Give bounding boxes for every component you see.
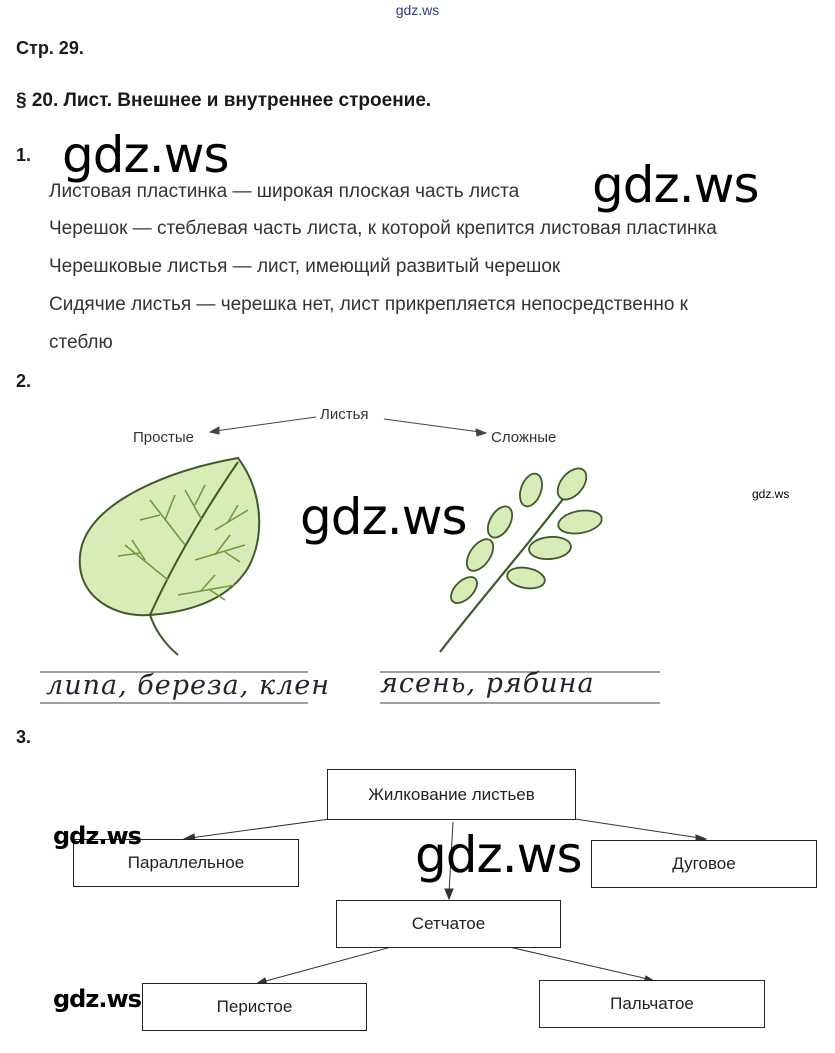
task-number-2: 2. (16, 371, 32, 391)
definition-line: Черешковые листья — лист, имеющий развитый черешок (49, 256, 561, 277)
simple-leaf-illustration (80, 458, 259, 655)
simple-leaves-answer: липа, береза, клен (46, 670, 331, 701)
definition-line: Черешок — стеблевая часть листа, к которой крепится листовая пластинка (49, 218, 717, 239)
compound-leaves-label: Сложные (491, 429, 557, 446)
section-title: § 20. Лист. Внешнее и внутреннее строение. (16, 90, 432, 111)
task-number-1: 1. (16, 145, 32, 165)
watermark: gdz.ws (53, 822, 141, 850)
definition-line: Листовая пластинка — широкая плоская часть листа (49, 181, 520, 202)
watermark: gdz.ws (415, 826, 582, 884)
leaves-root-label: Листья (320, 406, 369, 423)
reticulate-venation-box: Сетчатое (336, 900, 561, 948)
parallel-venation-box: Параллельное (73, 839, 299, 887)
venation-root-box: Жилкование листьев (327, 769, 576, 820)
watermark: gdz.ws (62, 126, 229, 184)
compound-leaves-answer: ясень, рябина (380, 668, 595, 699)
pinnate-venation-box: Перистое (142, 983, 367, 1031)
page-reference: Стр. 29. (16, 38, 84, 58)
watermark-top: gdz.ws (395, 2, 440, 18)
watermark: gdz.ws (752, 487, 790, 501)
arcuate-venation-box: Дуговое (591, 840, 817, 888)
watermark: gdz.ws (592, 156, 759, 214)
definition-line: стеблю (49, 332, 113, 353)
watermark: gdz.ws (300, 488, 467, 546)
task-number-3: 3. (16, 727, 32, 747)
simple-leaves-label: Простые (133, 429, 194, 446)
palmate-venation-box: Пальчатое (539, 980, 765, 1028)
watermark: gdz.ws (53, 985, 141, 1013)
definition-line: Сидячие листья — черешка нет, лист прикрепляется непосредственно к (49, 294, 688, 315)
